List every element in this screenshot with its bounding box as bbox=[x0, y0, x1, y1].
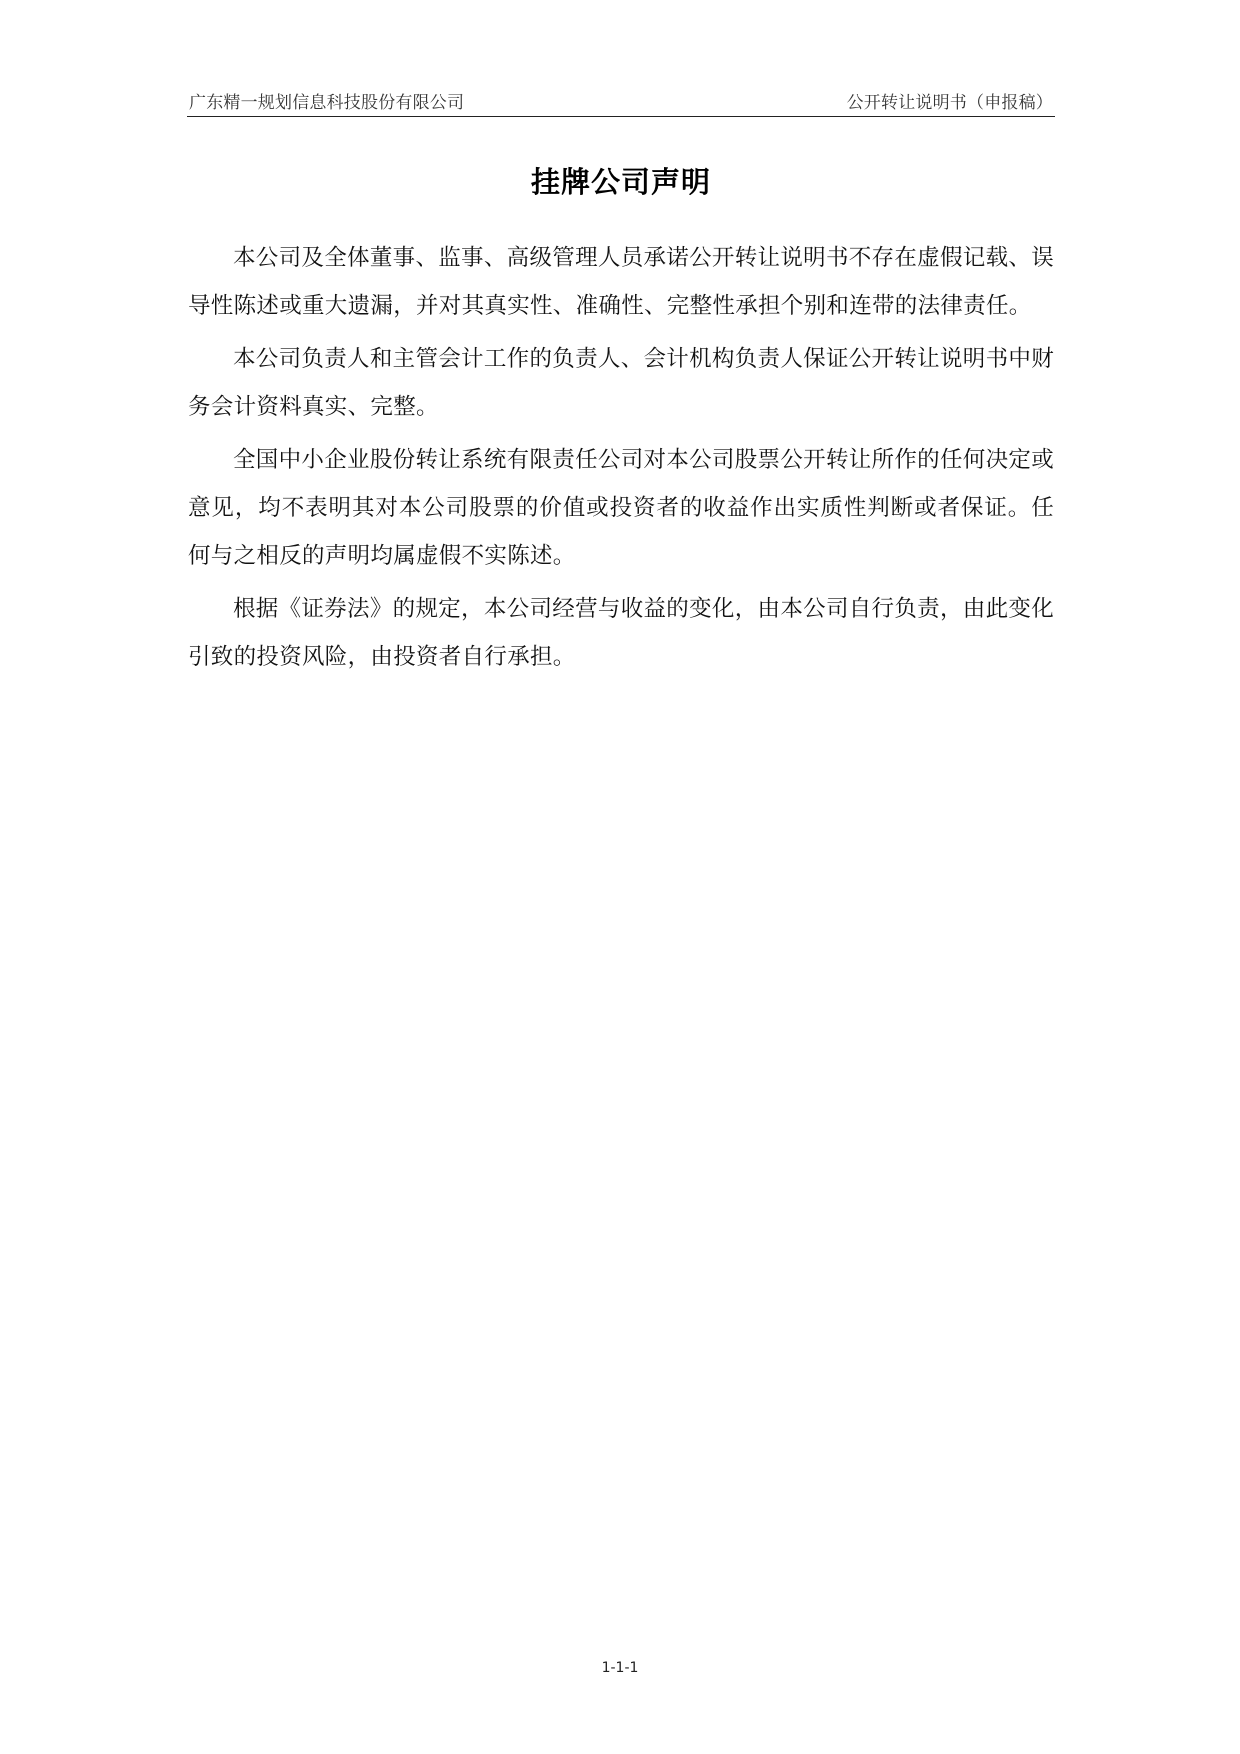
page-number: 1-1-1 bbox=[601, 1660, 639, 1676]
paragraph-2: 本公司负责人和主管会计工作的负责人、会计机构负责人保证公开转让说明书中财务会计资料真实、完整。 bbox=[188, 346, 1054, 420]
statement-body bbox=[188, 234, 1054, 686]
page-title: 挂牌公司声明 bbox=[530, 165, 711, 199]
paragraph-3: 全国中小企业股份转让系统有限责任公司对本公司股票公开转让所作的任何决定或意见，均不表明其对本公司股票的价值或投资者的收益作出实质性判断或者保证。任何与之相反的声明均属虚假不实陈述。 bbox=[188, 447, 1054, 569]
header-company-name: 广东精一规划信息科技股份有限公司 bbox=[189, 93, 465, 113]
page-header bbox=[187, 86, 1055, 117]
header-document-type: 公开转让说明书（申报稿） bbox=[846, 93, 1053, 113]
paragraph-4: 根据《证券法》的规定，本公司经营与收益的变化，由本公司自行负责，由此变化引致的投资风险，由投资者自行承担。 bbox=[188, 596, 1054, 670]
paragraph-1: 本公司及全体董事、监事、高级管理人员承诺公开转让说明书不存在虚假记载、误导性陈述或重大遗漏，并对其真实性、准确性、完整性承担个别和连带的法律责任。 bbox=[188, 245, 1054, 319]
